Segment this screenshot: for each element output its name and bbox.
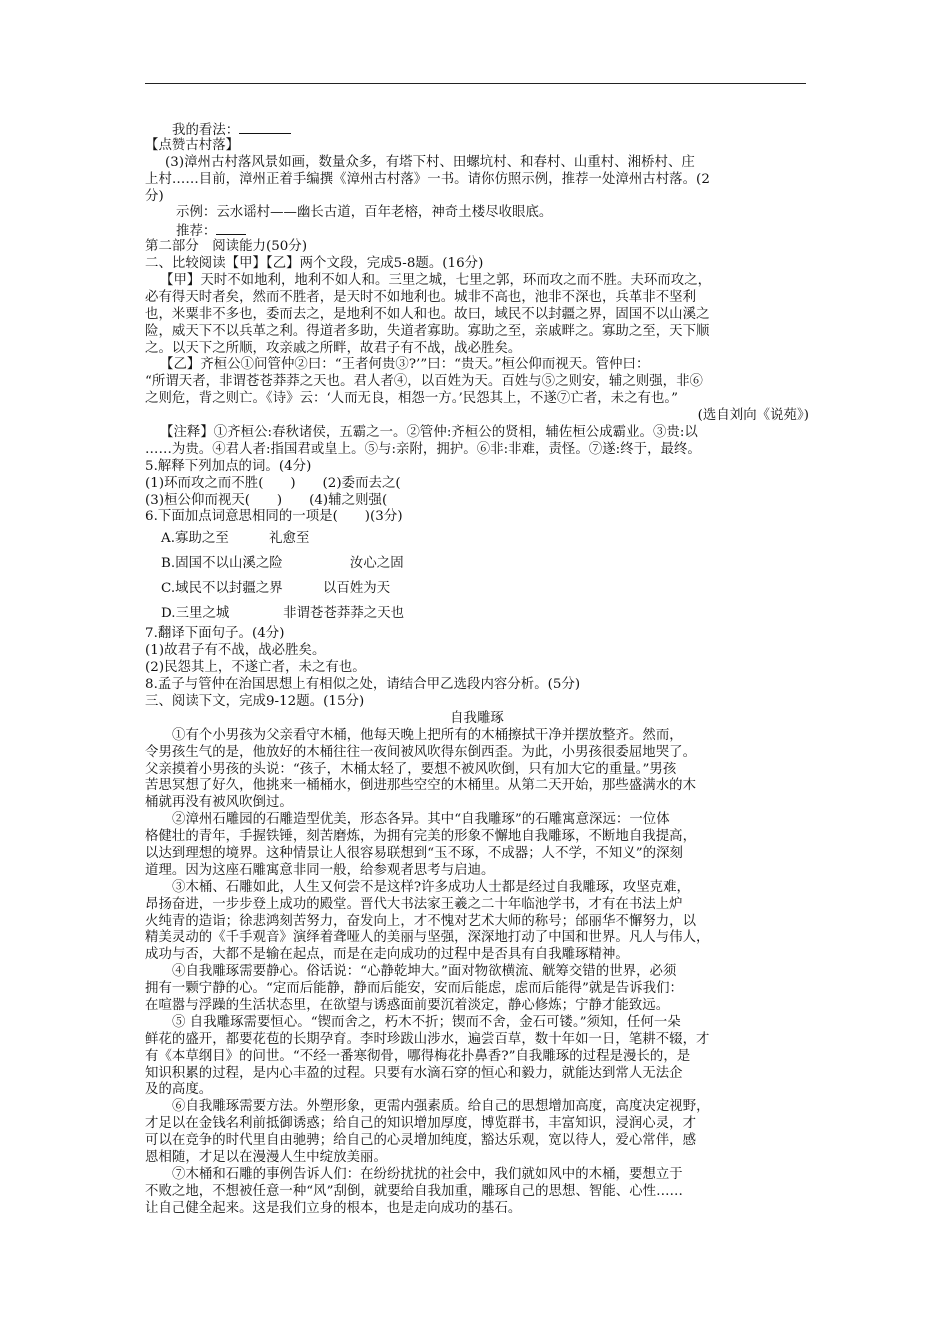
text-line xyxy=(145,947,809,964)
text-line-content: 之则危，背之则亡。《诗》云：‘人而无良，相怨一方。’民怨其上，不遂⑦亡者，未之有也。” xyxy=(145,391,679,407)
text-line xyxy=(145,998,809,1015)
text-line-content: “所谓天者，非谓苍苍莽莽之天也。君人者④，以百姓为天。百姓与⑤之则安，辅之则强，非⑥ xyxy=(145,374,703,390)
option-text: B.固国不以山溪之险 汝心之固 xyxy=(161,556,404,572)
option-line xyxy=(145,576,809,601)
text-line-content: 【点赞古村落】 xyxy=(145,137,240,153)
text-line-content: ④自我雕琢需要静心。俗话说：“心静乾坤大。”面对物欲横流、觥筹交错的世界，必须 xyxy=(172,964,677,980)
option-line xyxy=(145,601,809,626)
text-line-content: (1)故君子有不战，战必胜矣。 xyxy=(145,643,326,659)
text-line xyxy=(145,1049,809,1066)
text-line-content: 自我雕琢 xyxy=(450,710,504,726)
text-line-content: 也，米粟非不多也，委而去之，是地利不如人和也。故曰，域民不以封疆之界，固国不以山溪之 xyxy=(145,306,710,322)
text-line xyxy=(145,324,809,341)
text-line xyxy=(145,711,809,728)
question-section-1 xyxy=(145,121,809,526)
text-line-content: ③木桶、石雕如此，人生又何尝不是这样?许多成功人士都是经过自我雕琢，攻坚克难， xyxy=(172,879,690,895)
text-line xyxy=(145,493,809,510)
text-line-content: 7.翻译下面句子。(4分) xyxy=(145,626,285,642)
text-line xyxy=(145,408,809,425)
text-line-content: 父亲摸着小男孩的头说：“孩子，木桶太轻了，要想不被风吹倒，只有加大它的重量。”男孩 xyxy=(145,761,677,777)
text-line xyxy=(145,1032,809,1049)
text-line xyxy=(145,812,809,829)
text-line-content: 第二部分 阅读能力(50分) xyxy=(145,239,308,255)
text-line-content: ②漳州石雕园的石雕造型优美，形态各异。其中“自我雕琢”的石雕寓意深远：一位体 xyxy=(172,812,670,828)
text-line xyxy=(145,1201,809,1218)
text-line-content: 精美灵动的《千手观音》演绎着聋哑人的美丽与坚强，深深地打动了中国和世界。凡人与伟人， xyxy=(145,930,710,946)
text-line-content: 知识积累的过程，是内心丰盈的过程。只要有水滴石穿的恒心和毅力，就能达到常人无法企 xyxy=(145,1065,683,1081)
text-line xyxy=(145,981,809,998)
text-line-content: 及的高度。 xyxy=(145,1082,213,1098)
text-line xyxy=(145,1099,809,1116)
text-line-content: 苦思冥想了好久，他挑来一桶桶水，倒进那些空空的木桶里。从第二天开始，那些盛满水的木 xyxy=(145,778,697,794)
text-line xyxy=(145,459,809,476)
text-line xyxy=(145,374,809,391)
text-line xyxy=(145,189,809,206)
text-line xyxy=(145,897,809,914)
text-line xyxy=(145,1066,809,1083)
text-line xyxy=(145,341,809,358)
text-line xyxy=(145,1167,809,1184)
text-line-content: 在喧嚣与浮躁的生活状态里，在欲望与诱惑面前要沉着淡定，静心修炼；宁静才能致远。 xyxy=(145,997,670,1013)
text-line xyxy=(145,391,809,408)
text-line-content: ⑦木桶和石雕的事例告诉人们：在纷纷扰扰的社会中，我们就如风中的木桶，要想立于 xyxy=(172,1166,683,1182)
text-line xyxy=(145,795,809,812)
text-line xyxy=(145,778,809,795)
text-line-content: 8.孟子与管仲在治国思想上有相似之处，请结合甲乙选段内容分析。(5分) xyxy=(145,677,581,693)
option-text: A.寡助之至 礼愈至 xyxy=(161,531,310,547)
text-line xyxy=(145,239,809,256)
text-line xyxy=(145,155,809,172)
text-line-content: 成功与否，大都不是输在起点，而是在走向成功的过程中是否具有自我雕琢精神。 xyxy=(145,947,629,963)
text-line-content: 有《本草纲目》的问世。“不经一番寒彻骨，哪得梅花扑鼻香?”自我雕琢的过程是漫长的，是 xyxy=(145,1048,691,1064)
text-line-content: 拥有一颗宁静的心。“定而后能静，静而后能安，安而后能虑，虑而后能得”就是告诉我们： xyxy=(145,981,683,997)
text-line xyxy=(145,643,809,660)
text-line xyxy=(145,1133,809,1150)
text-line-content: 上村……目前，漳州正着手编撰《漳州古村落》一书。请你仿照示例，推荐一处漳州古村落。(2 xyxy=(145,171,710,187)
text-line-content: 才足以在金钱名利前抵御诱惑；给自己的知识增加厚度，博览群书，丰富知识，浸润心灵，才 xyxy=(145,1116,697,1132)
text-line-content: 火纯青的造诣；徐悲鸿刻苦努力，奋发向上，才不愧对艺术大师的称号；邰丽华不懈努力，以 xyxy=(145,913,697,929)
text-line-content: 【注释】①齐桓公:春秋诸侯，五霸之一。②管仲:齐桓公的贤相，辅佐桓公成霸业。③贵:以 xyxy=(160,425,698,441)
text-line xyxy=(145,290,809,307)
text-line-content: 二、比较阅读【甲】【乙】两个文段，完成5-8题。(16分) xyxy=(145,256,484,272)
text-line-content: 我的看法： xyxy=(172,123,240,138)
text-line xyxy=(145,745,809,762)
text-line xyxy=(145,1116,809,1133)
text-line xyxy=(145,660,809,677)
text-line-content: 不败之地，不想被任意一种“风”刮倒，就要给自我加重，雕琢自己的思想、智能、心性…… xyxy=(145,1183,683,1199)
text-line xyxy=(145,880,809,897)
option-line xyxy=(145,526,809,551)
text-line-content: (选自刘向《说苑》) xyxy=(697,408,809,424)
text-line xyxy=(145,138,809,155)
text-line xyxy=(145,762,809,779)
text-line xyxy=(145,222,809,239)
text-line xyxy=(145,677,809,694)
text-line-content: 以达到理想的境界。这种情景让人很容易联想到“玉不琢，不成器；人不学，不知义”的深刻 xyxy=(145,845,683,861)
text-line xyxy=(145,121,809,138)
reading-section xyxy=(145,626,809,1217)
text-line-content: 分) xyxy=(145,188,164,204)
text-line xyxy=(145,846,809,863)
question-6-options xyxy=(145,526,809,626)
text-line-content: ①有个小男孩为父亲看守木桶，他每天晚上把所有的木桶擦拭干净并摆放整齐。然而， xyxy=(172,727,683,743)
text-line-content: 鲜花的盛开，都要花苞的长期孕育。李时珍跋山涉水，遍尝百草，数十年如一日，笔耕不辍，才 xyxy=(145,1031,710,1047)
text-line-content: 之。以天下之所顺，攻亲戚之所畔，故君子有不战，战必胜矣。 xyxy=(145,340,522,356)
header-rule xyxy=(145,83,806,84)
text-line-content: 必有得天时者矣，然而不胜者，是天时不如地利也。城非不高也，池非不深也，兵革非不坚利 xyxy=(145,289,697,305)
text-line-content: 桶就再没有被风吹倒过。 xyxy=(145,795,293,811)
text-line-content: 险，威天下不以兵革之利。得道者多助，失道者寡助。寡助之至，亲戚畔之。寡助之至，天下顺 xyxy=(145,323,710,339)
document-body xyxy=(145,121,809,1218)
text-line xyxy=(145,964,809,981)
text-line xyxy=(145,1150,809,1167)
text-line xyxy=(145,509,809,526)
text-line-content: ⑥自我雕琢需要方法。外塑形象，更需内强素质。给自己的思想增加高度，高度决定视野， xyxy=(172,1099,710,1115)
option-line xyxy=(145,551,809,576)
text-line-content: 推荐： xyxy=(176,224,217,240)
text-line-content: 【乙】齐桓公①问管仲②曰：“王者何贵③?’”曰：“贵天。”桓公仰而视天。管仲曰： xyxy=(160,357,650,373)
text-line-content: 5.解释下列加点的词。(4分) xyxy=(145,458,312,474)
answer-blank[interactable] xyxy=(239,121,291,134)
text-line-content: 格健壮的青年，手握铁锤，刻苦磨炼，为拥有完美的形象不懈地自我雕琢，不断地自我提高， xyxy=(145,829,697,845)
text-line xyxy=(145,476,809,493)
text-line-content: (2)民怨其上，不遂亡者，未之有也。 xyxy=(145,660,366,676)
text-line xyxy=(145,172,809,189)
text-line-content: 【甲】天时不如地利，地利不如人和。三里之城，七里之郭，环而攻之而不胜。夫环而攻之， xyxy=(160,273,712,289)
text-line-content: 令男孩生气的是，他放好的木桶往往一夜间被风吹得东倒西歪。为此，小男孩很委屈地哭了。 xyxy=(145,744,697,760)
text-line-content: 可以在竞争的时代里自由驰骋；给自己的心灵增加纯度，豁达乐观，宽以待人，爱心常伴，感 xyxy=(145,1133,697,1149)
text-line xyxy=(145,626,809,643)
text-line-content: 恩相随，才足以在漫漫人生中绽放美丽。 xyxy=(145,1149,387,1165)
option-text: C.域民不以封疆之界 以百姓为天 xyxy=(161,581,391,597)
text-line-content: ⑤ 自我雕琢需要恒心。“锲而舍之，朽木不折；锲而不舍，金石可镂。”须知，任何一朵 xyxy=(172,1014,681,1030)
text-line xyxy=(145,1184,809,1201)
text-line xyxy=(145,425,809,442)
text-line xyxy=(145,930,809,947)
text-line xyxy=(145,205,809,222)
answer-blank[interactable] xyxy=(216,222,246,235)
text-line xyxy=(145,307,809,324)
text-line-content: 示例：云水谣村——幽长古道，百年老榕，神奇土楼尽收眼底。 xyxy=(176,205,553,221)
text-line-content: (3)漳州古村落风景如画，数量众多，有塔下村、田螺坑村、和春村、山重村、湘桥村、庄 xyxy=(165,154,695,170)
text-line-content: (1)环而攻之而不胜( ) (2)委而去之( xyxy=(145,475,401,491)
text-line xyxy=(145,273,809,290)
option-text: D.三里之城 非谓苍苍莽莽之天也 xyxy=(161,606,405,622)
text-line xyxy=(145,256,809,273)
text-line xyxy=(145,357,809,374)
text-line-content: 三、阅读下文，完成9-12题。(15分) xyxy=(145,693,365,709)
text-line-content: 让自己健全起来。这是我们立身的根本，也是走向成功的基石。 xyxy=(145,1200,522,1216)
text-line xyxy=(145,728,809,745)
text-line xyxy=(145,829,809,846)
text-line-content: ……为贵。④君人者:指国君或皇上。⑤与:亲附，拥护。⑥非:非难，责怪。⑦遂:终于，最终。 xyxy=(145,441,701,457)
text-line-content: 昂扬奋进，一步步登上成功的殿堂。晋代大书法家王羲之二十年临池学书，才有在书法上炉 xyxy=(145,896,683,912)
text-line-content: (3)桓公仰而视天( ) (4)辅之则强( xyxy=(145,492,388,508)
text-line xyxy=(145,863,809,880)
text-line-content: 6.下面加点词意思相同的一项是( )(3分) xyxy=(145,509,403,525)
text-line xyxy=(145,914,809,931)
text-line xyxy=(145,694,809,711)
text-line xyxy=(145,1082,809,1099)
text-line xyxy=(145,1015,809,1032)
text-line xyxy=(145,442,809,459)
text-line-content: 道理。因为这座石雕寓意非同一般，给参观者思考与启迪。 xyxy=(145,862,495,878)
